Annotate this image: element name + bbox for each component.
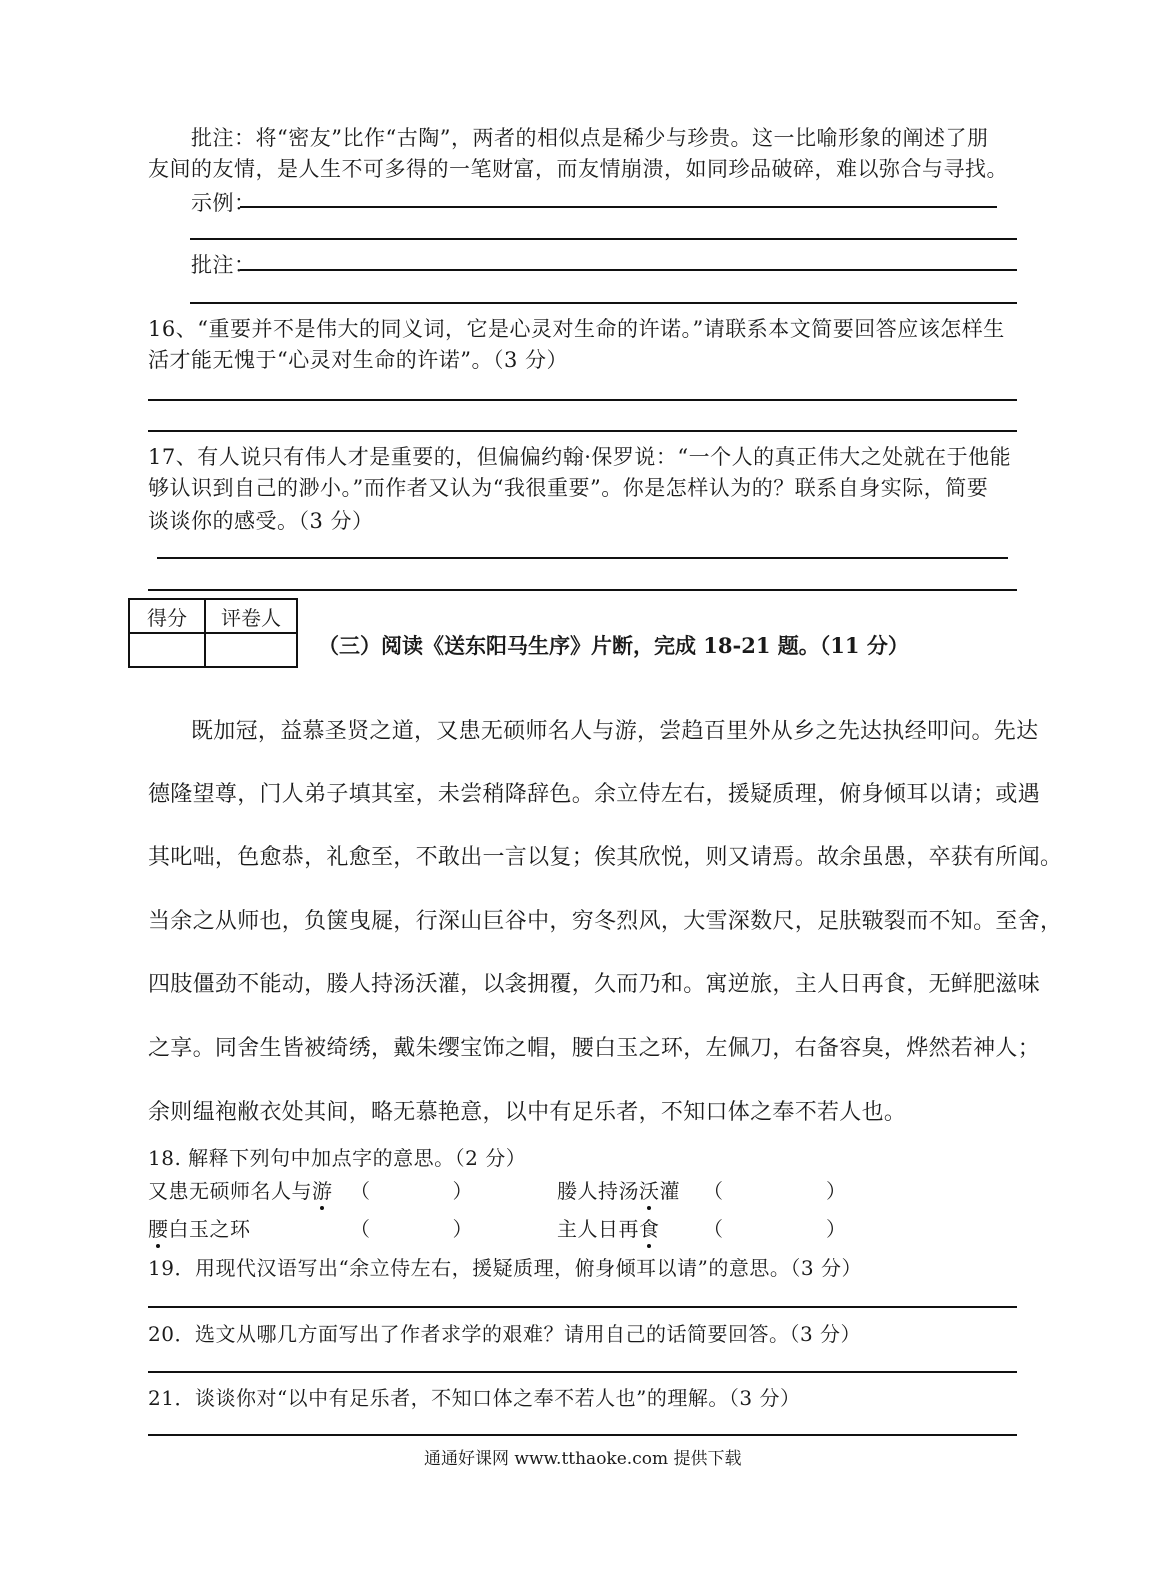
question-16-line-2: 活才能无愧于“心灵对生命的许诺”。（3 分） bbox=[148, 348, 569, 372]
example-answer-line-2[interactable] bbox=[190, 238, 1017, 240]
note-label: 批注： bbox=[191, 253, 256, 277]
question-19-answer-line[interactable] bbox=[148, 1306, 1017, 1308]
item-text: 白玉之环 bbox=[168, 1217, 251, 1241]
question-18-blank-4[interactable]: （ ） bbox=[703, 1217, 847, 1241]
question-17-line-2: 够认识到自己的渺小。”而作者又认为“我很重要”。你是怎样认为的？联系自身实际，简要 bbox=[148, 476, 989, 500]
question-18-item-4 bbox=[557, 1213, 660, 1242]
dotted-char: 游 bbox=[312, 1179, 333, 1203]
question-17-answer-line[interactable] bbox=[157, 557, 1008, 559]
question-18-blank-1[interactable]: （ ） bbox=[350, 1179, 473, 1203]
question-18-stem: 18. 解释下列句中加点字的意思。（2 分） bbox=[148, 1146, 527, 1170]
note-answer-line-2[interactable] bbox=[190, 302, 1017, 304]
question-18-blank-3[interactable]: （ ） bbox=[350, 1217, 473, 1241]
question-17-answer-line-2[interactable] bbox=[148, 589, 1017, 591]
item-text: 媵人持汤 bbox=[557, 1179, 639, 1203]
dotted-char: 食 bbox=[639, 1217, 660, 1241]
annotation-line-1: 批注：将“密友”比作“古陶”，两者的相似点是稀少与珍贵。这一比喻形象的阐述了朋 bbox=[191, 126, 989, 150]
score-box bbox=[128, 598, 298, 668]
grader-cell[interactable] bbox=[205, 633, 297, 667]
question-19-stem: 19．用现代汉语写出“余立侍左右，援疑质理，俯身倾耳以请”的意思。（3 分） bbox=[148, 1256, 862, 1280]
example-label: 示例： bbox=[191, 191, 256, 215]
item-text: 主人日再 bbox=[557, 1217, 639, 1241]
footer-text: 通通好课网 www.tthaoke.com 提供下载 bbox=[424, 1449, 742, 1469]
question-16-answer-line[interactable] bbox=[148, 399, 1017, 401]
item-text: 又患无硕师名人与 bbox=[148, 1179, 312, 1203]
passage-line-2: 德隆望尊，门人弟子填其室，未尝稍降辞色。余立侍左右，援疑质理，俯身倾耳以请；或遇 bbox=[148, 782, 1041, 807]
annotation-line-2: 友间的友情，是人生不可多得的一笔财富，而友情崩溃，如同珍品破碎，难以弥合与寻找。 bbox=[148, 157, 1008, 181]
question-16-answer-line-2[interactable] bbox=[148, 430, 1017, 432]
question-18-item-1 bbox=[148, 1175, 333, 1204]
dotted-char: 沃 bbox=[639, 1179, 660, 1203]
question-17-line-1: 17、有人说只有伟人才是重要的，但偏偏约翰·保罗说：“一个人的真正伟大之处就在于他能 bbox=[148, 445, 1012, 469]
passage-line-4: 当余之从师也，负箧曳屣，行深山巨谷中，穷冬烈风，大雪深数尺，足肤皲裂而不知。至舍， bbox=[148, 909, 1063, 934]
item-text: 灌 bbox=[659, 1179, 680, 1203]
question-16-line-1: 16、“重要并不是伟大的同义词，它是心灵对生命的许诺。”请联系本文简要回答应该怎样生 bbox=[148, 317, 1005, 341]
passage-line-3: 其叱咄，色愈恭，礼愈至，不敢出一言以复；俟其欣悦，则又请焉。故余虽愚，卒获有所闻。 bbox=[148, 845, 1063, 870]
question-21-answer-line[interactable] bbox=[148, 1434, 1017, 1436]
dotted-char: 腰 bbox=[148, 1217, 169, 1241]
passage-line-1: 既加冠，益慕圣贤之道，又患无硕师名人与游，尝趋百里外从乡之先达执经叩问。先达 bbox=[191, 719, 1039, 744]
question-21-stem: 21．谈谈你对“以中有足乐者，不知口体之奉不若人也”的理解。（3 分） bbox=[148, 1386, 801, 1410]
passage-line-6: 之享。同舍生皆被绮绣，戴朱缨宝饰之帽，腰白玉之环，左佩刀，右备容臭，烨然若神人； bbox=[148, 1036, 1041, 1061]
question-20-stem: 20．选文从哪几方面写出了作者求学的艰难？请用自己的话简要回答。（3 分） bbox=[148, 1322, 862, 1346]
section-3-title: （三）阅读《送东阳马生序》片断，完成 18-21 题。（11 分） bbox=[318, 633, 909, 658]
question-17-line-3: 谈谈你的感受。（3 分） bbox=[148, 509, 374, 533]
passage-line-7: 余则缊袍敝衣处其间，略无慕艳意，以中有足乐者，不知口体之奉不若人也。 bbox=[148, 1100, 907, 1125]
question-18-item-2 bbox=[557, 1175, 680, 1204]
note-answer-line[interactable] bbox=[240, 269, 1017, 271]
score-label: 得分 bbox=[129, 599, 205, 633]
example-answer-line[interactable] bbox=[240, 206, 997, 208]
score-cell[interactable] bbox=[129, 633, 205, 667]
question-18-blank-2[interactable]: （ ） bbox=[703, 1179, 847, 1203]
grader-label: 评卷人 bbox=[205, 599, 297, 633]
question-18-item-3 bbox=[148, 1213, 251, 1242]
question-20-answer-line[interactable] bbox=[148, 1371, 1017, 1373]
passage-line-5: 四肢僵劲不能动，媵人持汤沃灌，以衾拥覆，久而乃和。寓逆旅，主人日再食，无鲜肥滋味 bbox=[148, 972, 1041, 997]
